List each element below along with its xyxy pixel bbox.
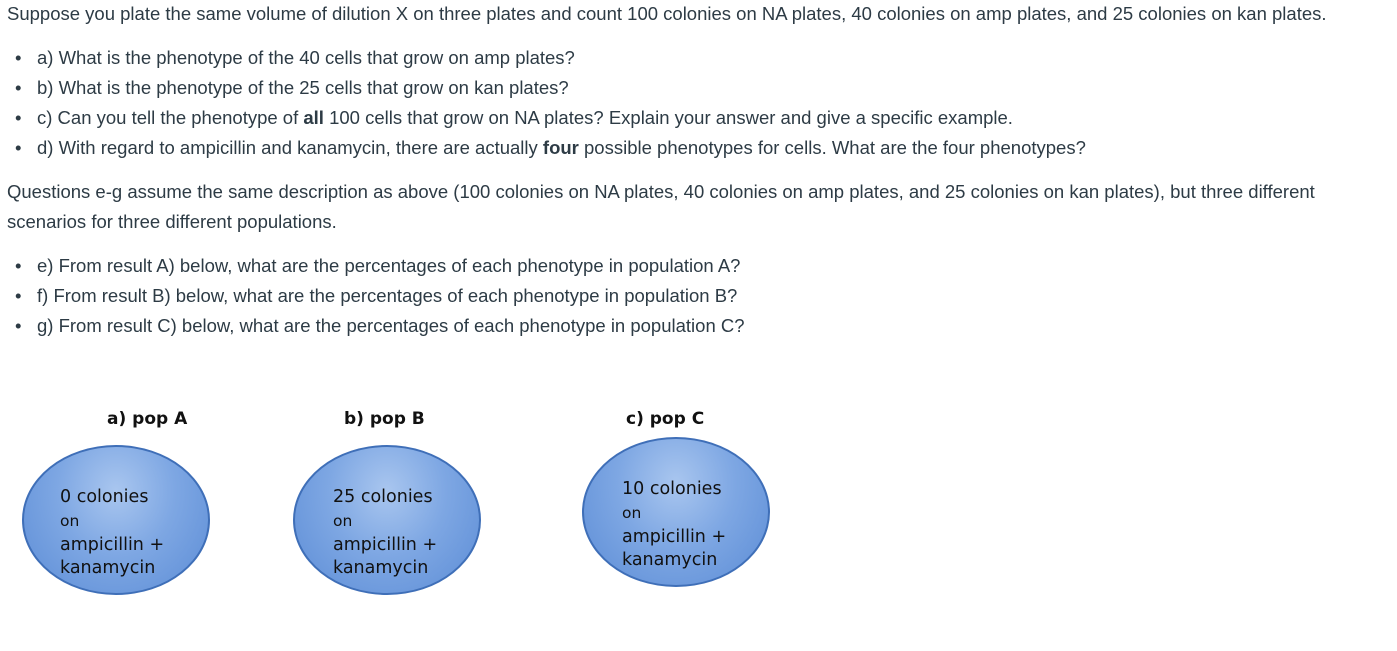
on-label: on (622, 504, 642, 522)
colony-count: 25 colonies (333, 487, 433, 507)
question-text: Can you tell the phenotype of (52, 107, 304, 128)
pop-b-plate-label (333, 486, 437, 580)
antibiotic-line: kanamycin (60, 558, 156, 578)
pop-c-plate-label (622, 478, 726, 572)
antibiotic-line: kanamycin (333, 558, 429, 578)
question-list-1 (7, 43, 1387, 163)
colony-count: 0 colonies (60, 487, 149, 507)
colony-count: 10 colonies (622, 479, 722, 499)
question-label: d) (37, 137, 54, 158)
antibiotic-line: ampicillin + (333, 535, 438, 555)
on-label: on (60, 512, 80, 530)
pop-a-title: a) pop A (107, 409, 188, 429)
middle-paragraph: Questions e-g assume the same description as above (100 colonies on NA plates, 40 colonies on amp plates, and 25 colonies on kan plates), but three different scenarios for three different populations. (7, 181, 1315, 232)
question-text: From result A) below, what are the percentages of each phenotype in population A? (53, 255, 741, 276)
emphasis: four (542, 137, 579, 158)
list-item (37, 281, 1387, 311)
pop-a-plate-label (60, 486, 164, 580)
question-text: From result C) below, what are the percentages of each phenotype in population C? (53, 315, 745, 336)
question-label: f) (37, 285, 49, 306)
intro-paragraph: Suppose you plate the same volume of dilution X on three plates and count 100 colonies on NA plates, 40 colonies on amp plates, and 25 colonies on kan plates. (7, 3, 1327, 24)
question-text: What is the phenotype of the 25 cells that grow on kan plates? (53, 77, 569, 98)
list-item (37, 311, 1387, 341)
question-text: What is the phenotype of the 40 cells that grow on amp plates? (53, 47, 575, 68)
list-item (37, 73, 1387, 103)
question-label: a) (37, 47, 54, 68)
plates-figure (0, 395, 800, 645)
antibiotic-line: ampicillin + (622, 527, 727, 547)
question-label: c) (37, 107, 53, 128)
question-label: b) (37, 77, 54, 98)
question-label: e) (37, 255, 54, 276)
pop-b-title: b) pop B (344, 409, 425, 429)
list-item (37, 43, 1387, 73)
question-list-2 (7, 251, 1387, 341)
list-item (37, 133, 1387, 163)
on-label: on (333, 512, 353, 530)
question-text: With regard to ampicillin and kanamycin, there are actually (53, 137, 543, 158)
list-item (37, 251, 1387, 281)
question-content (7, 0, 1387, 355)
emphasis: all (303, 107, 324, 128)
pop-c-title: c) pop C (626, 409, 705, 429)
antibiotic-line: kanamycin (622, 550, 718, 570)
list-item (37, 103, 1387, 133)
question-label: g) (37, 315, 54, 336)
antibiotic-line: ampicillin + (60, 535, 165, 555)
question-text: possible phenotypes for cells. What are the four phenotypes? (578, 137, 1086, 158)
question-text: 100 cells that grow on NA plates? Explain your answer and give a specific example. (323, 107, 1013, 128)
question-text: From result B) below, what are the percentages of each phenotype in population B? (48, 285, 738, 306)
